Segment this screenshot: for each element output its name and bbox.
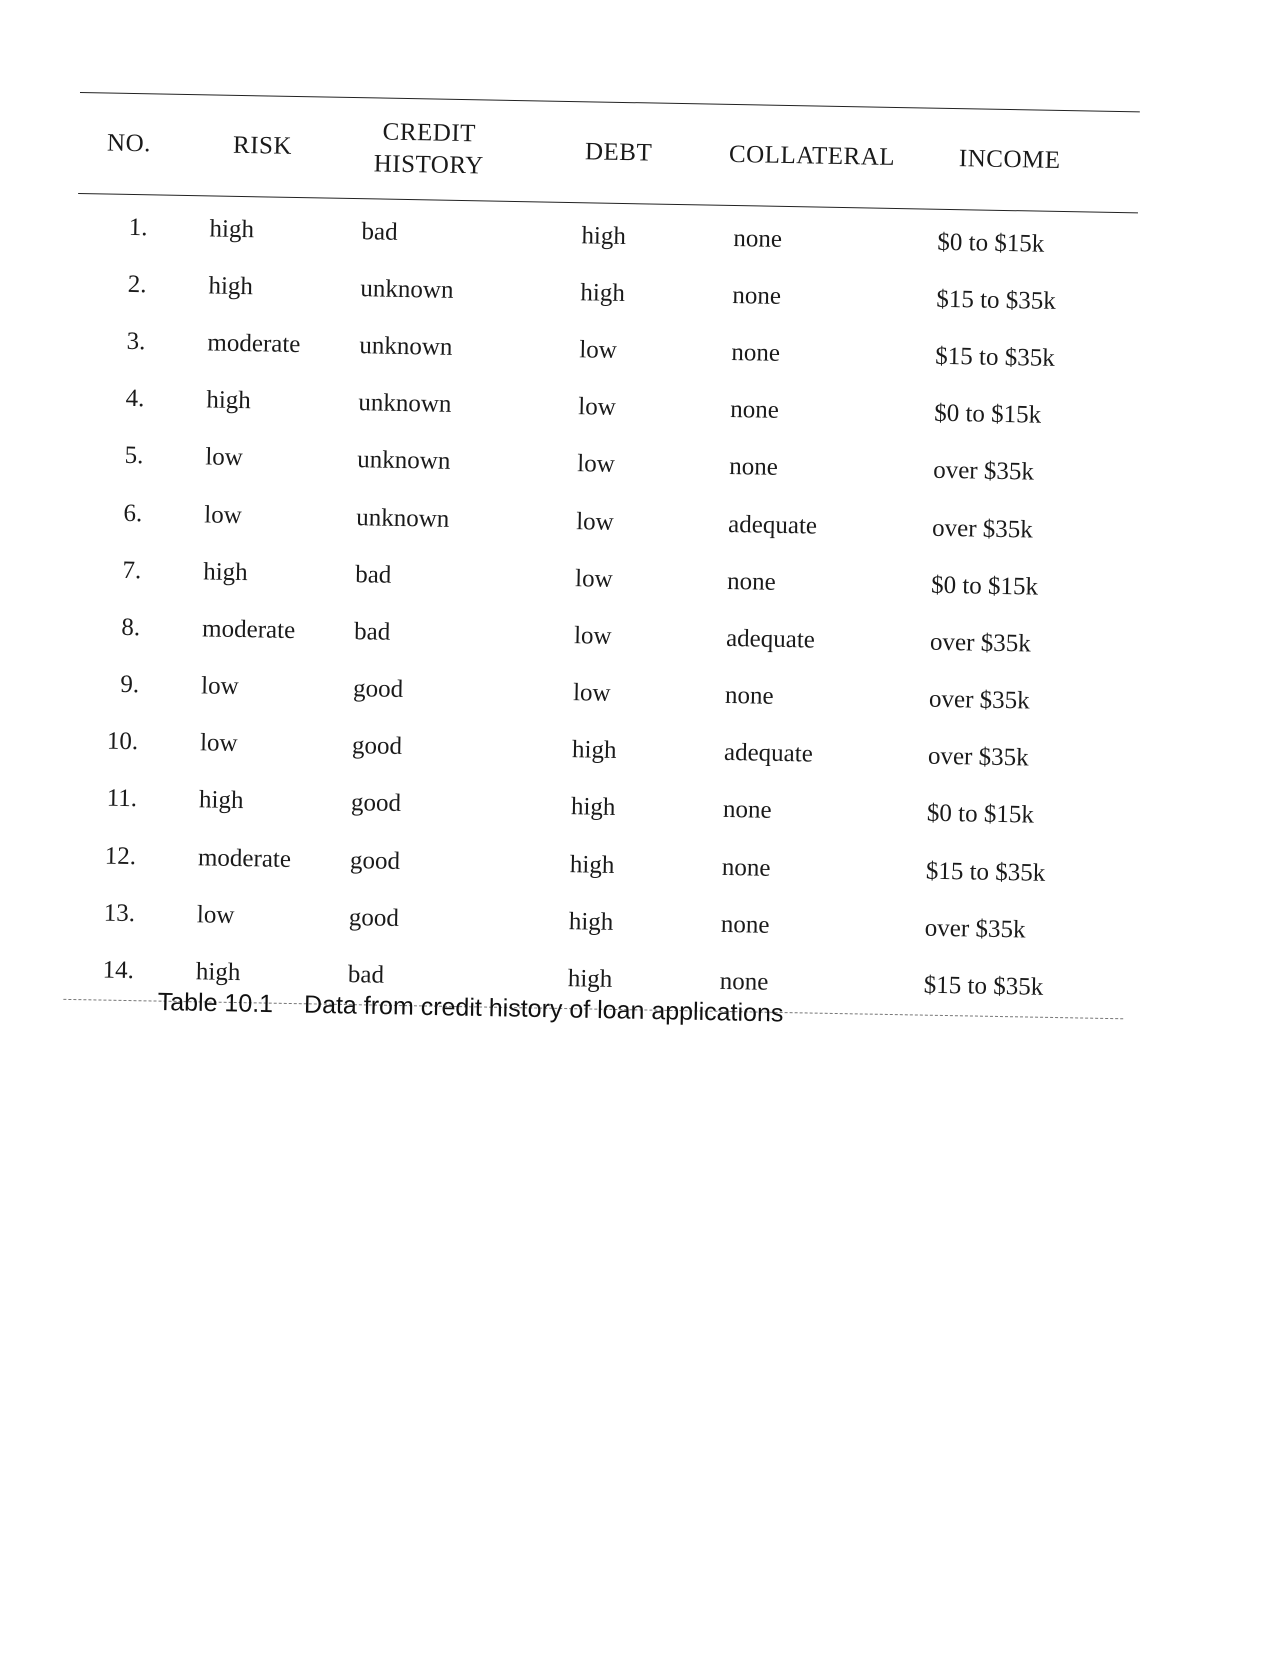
cell-collateral: none <box>720 910 770 939</box>
cell-credit-history: good <box>352 675 404 704</box>
cell-collateral: none <box>724 682 774 710</box>
cell-risk: moderate <box>197 843 292 873</box>
table-body <box>63 194 1138 1018</box>
cell-debt: low <box>573 622 612 650</box>
cell-risk: high <box>206 386 252 415</box>
cell-debt: high <box>568 907 614 936</box>
cell-no: 4. <box>125 385 145 413</box>
header-row <box>78 93 1140 212</box>
cell-risk: low <box>199 729 238 758</box>
cell-risk: moderate <box>201 615 296 644</box>
cell-no: 14. <box>102 956 135 985</box>
cell-debt: low <box>572 679 611 707</box>
cell-risk: high <box>198 786 244 815</box>
cell-income: $15 to $35k <box>923 971 1044 1001</box>
header-risk: RISK <box>232 131 293 160</box>
cell-debt: high <box>570 793 616 822</box>
cell-no: 9. <box>120 670 140 699</box>
cell-no: 2. <box>127 270 147 299</box>
header-no: NO. <box>106 129 152 158</box>
cell-no: 5. <box>124 442 144 470</box>
cell-debt: low <box>578 393 617 422</box>
credit-history-table-body <box>63 194 1138 1018</box>
cell-risk: high <box>209 214 255 243</box>
cell-risk: moderate <box>207 329 301 359</box>
cell-credit-history: bad <box>353 618 391 646</box>
cell-debt: low <box>575 507 614 536</box>
caption-text: Data from credit history of loan applications <box>303 990 784 1028</box>
cell-credit-history: unknown <box>358 389 452 419</box>
cell-debt: high <box>567 965 613 993</box>
cell-no: 6. <box>123 499 143 527</box>
cell-income: over $35k <box>929 628 1031 658</box>
cell-income: $0 to $15k <box>934 399 1042 429</box>
cell-collateral: none <box>726 567 776 596</box>
cell-collateral: adequate <box>723 739 814 768</box>
cell-no: 13. <box>103 899 136 927</box>
cell-collateral: none <box>722 796 772 825</box>
cell-credit-history: unknown <box>357 446 451 476</box>
cell-debt: low <box>577 450 616 479</box>
cell-income: $15 to $35k <box>935 342 1055 372</box>
cell-income: $0 to $15k <box>926 800 1035 830</box>
cell-collateral: none <box>730 396 780 425</box>
header-credit-history <box>348 98 550 202</box>
header-debt: DEBT <box>584 138 653 167</box>
cell-collateral: none <box>721 853 771 882</box>
cell-collateral: adequate <box>727 510 818 540</box>
cell-risk: low <box>200 672 239 701</box>
cell-collateral: none <box>733 224 783 253</box>
cell-credit-history: bad <box>354 560 392 589</box>
cell-credit-history: good <box>351 732 403 761</box>
cell-income: $15 to $35k <box>925 857 1046 887</box>
cell-risk: high <box>202 558 248 586</box>
cell-income: $15 to $35k <box>936 285 1057 315</box>
cell-collateral: none <box>728 453 779 482</box>
cell-debt: low <box>579 336 618 364</box>
header-credit-line1: CREDIT <box>382 118 477 148</box>
cell-collateral: none <box>731 338 781 367</box>
cell-income: $0 to $15k <box>930 571 1039 601</box>
caption-label: Table 10.1 <box>157 988 274 1019</box>
header-credit-line2: HISTORY <box>373 150 484 180</box>
cell-risk: low <box>196 901 235 929</box>
cell-no: 3. <box>126 327 146 356</box>
cell-collateral: none <box>719 967 769 996</box>
cell-credit-history: bad <box>347 961 385 989</box>
credit-history-table-container <box>63 92 1139 1019</box>
cell-income: $0 to $15k <box>937 228 1045 258</box>
cell-collateral: none <box>732 281 782 310</box>
cell-no: 12. <box>104 842 137 870</box>
cell-collateral: adequate <box>725 624 816 654</box>
table-header <box>78 93 1140 212</box>
cell-risk: low <box>204 500 243 529</box>
cell-credit-history: bad <box>361 217 398 246</box>
cell-income: over $35k <box>928 685 1030 715</box>
header-collateral: COLLATERAL <box>728 140 896 171</box>
cell-no: 8. <box>121 613 141 642</box>
header-income: INCOME <box>958 145 1061 174</box>
cell-credit-history: unknown <box>359 332 453 361</box>
cell-debt: high <box>569 850 615 879</box>
cell-income: over $35k <box>927 742 1029 772</box>
cell-credit-history: unknown <box>356 503 450 533</box>
cell-debt: low <box>574 564 613 593</box>
cell-no: 10. <box>106 727 139 756</box>
cell-no: 7. <box>122 556 142 584</box>
cell-risk: low <box>205 443 244 472</box>
credit-history-table <box>78 93 1140 212</box>
cell-risk: high <box>208 272 254 300</box>
cell-credit-history: good <box>349 846 401 875</box>
cell-credit-history: good <box>350 789 402 818</box>
cell-income: over $35k <box>924 914 1026 944</box>
cell-debt: high <box>571 736 617 765</box>
cell-no: 11. <box>106 785 138 813</box>
cell-debt: high <box>581 221 627 250</box>
cell-risk: high <box>195 958 241 987</box>
cell-income: over $35k <box>931 514 1034 544</box>
cell-no: 1. <box>128 213 148 241</box>
cell-credit-history: good <box>348 903 400 932</box>
cell-debt: high <box>580 278 626 307</box>
cell-income: over $35k <box>932 457 1035 486</box>
cell-credit-history: unknown <box>360 274 454 304</box>
